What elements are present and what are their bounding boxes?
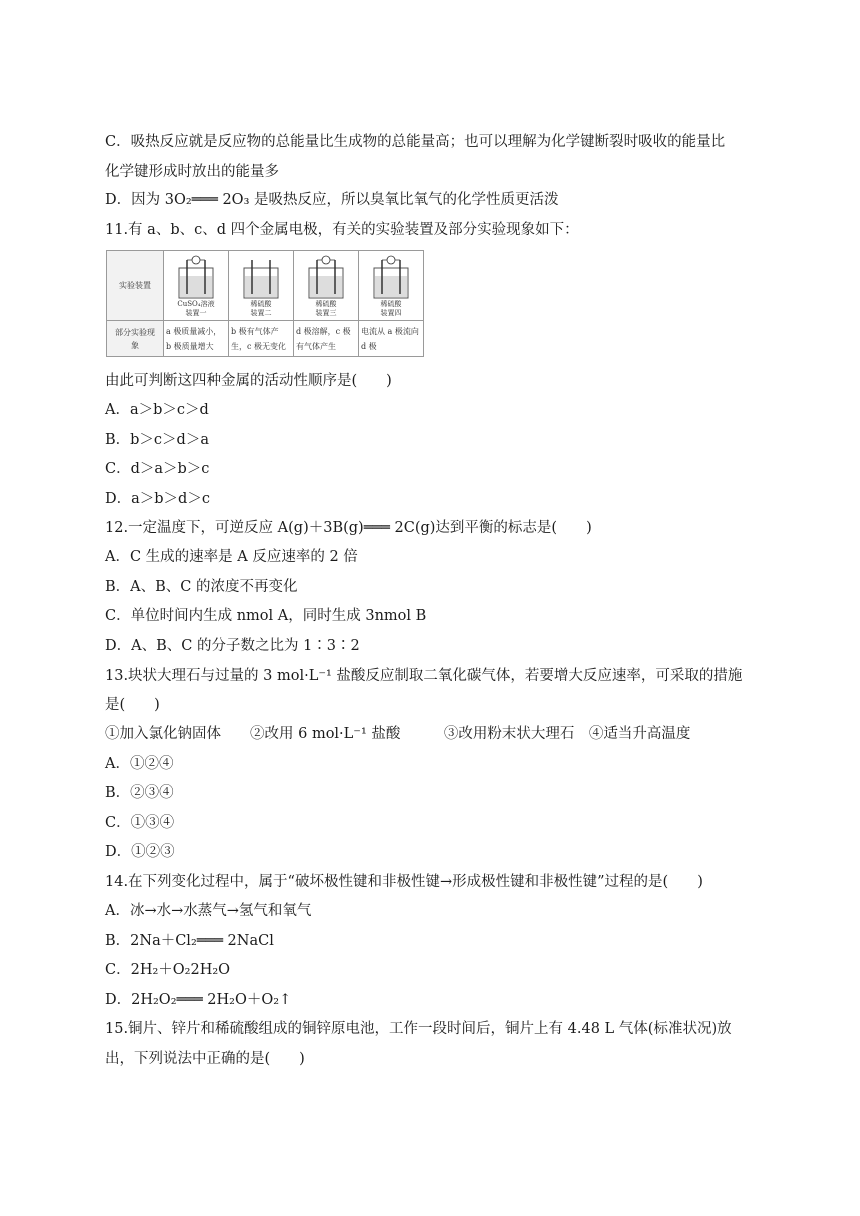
q14-option-b: B．2Na＋Cl₂═══ 2NaCl <box>105 933 274 949</box>
device-1-name: 装置一 <box>185 308 207 317</box>
device-1-solution: CuSO₄溶液 <box>177 299 215 308</box>
device-3-observation: d 极溶解，c 极有气体产生 <box>294 321 359 357</box>
device-4-observation: 电流从 a 极流向 d 极 <box>359 321 424 357</box>
q13-option-b: B．②③④ <box>105 785 174 801</box>
question-13-line2: 是( ) <box>105 697 160 713</box>
question-15-line2: 出，下列说法中正确的是( ) <box>105 1051 305 1067</box>
device-3-name: 装置三 <box>315 308 337 317</box>
device-1-observation: a 极质量减小，b 极质量增大 <box>164 321 229 357</box>
device-3-solution: 稀硫酸 <box>315 299 337 308</box>
device-4-solution: 稀硫酸 <box>380 299 402 308</box>
question-11: 11.有 a、b、c、d 四个金属电极，有关的实验装置及部分实验现象如下： <box>105 222 579 238</box>
q13-option-c: C．①③④ <box>105 815 175 831</box>
device-2-solution: 稀硫酸 <box>250 299 272 308</box>
device-2-name: 装置二 <box>250 308 272 317</box>
galvanic-cell-diagram-2 <box>236 254 286 300</box>
q11-option-b: B．b＞c＞d＞a <box>105 432 209 448</box>
galvanic-cell-diagram-4 <box>366 254 416 300</box>
question-11-prompt: 由此可判断这四种金属的活动性顺序是( ) <box>105 373 392 389</box>
table-header-setup: 实验装置 <box>107 251 164 321</box>
q14-option-d: D．2H₂O₂═══ 2H₂O＋O₂↑ <box>105 992 292 1008</box>
table-header-observation: 部分实验现象 <box>107 321 164 357</box>
question-14: 14.在下列变化过程中，属于“破坏极性键和非极性键→形成极性键和非极性键”过程的是( ) <box>105 874 703 890</box>
device-2-observation: b 极有气体产生，c 极无变化 <box>229 321 294 357</box>
q11-option-c: C．d＞a＞b＞c <box>105 461 210 477</box>
q12-option-c: C．单位时间内生成 nmol A，同时生成 3nmol B <box>105 608 427 624</box>
q14-option-a: A．冰→水→水蒸气→氢气和氧气 <box>105 903 312 919</box>
question-12: 12.一定温度下，可逆反应 A(g)＋3B(g)═══ 2C(g)达到平衡的标志是( ) <box>105 520 592 536</box>
question-13-line1: 13.块状大理石与过量的 3 mol·L⁻¹ 盐酸反应制取二氧化碳气体，若要增大反应速率，可采取的措施 <box>105 668 743 684</box>
device-2-cell <box>229 251 294 321</box>
option-c-line1: C．吸热反应就是反应物的总能量比生成物的总能量高；也可以理解为化学键断裂时吸收的能量比 <box>105 134 726 150</box>
device-1-cell <box>164 251 229 321</box>
device-4-cell <box>359 251 424 321</box>
option-d: D．因为 3O₂═══ 2O₃ 是吸热反应，所以臭氧比氧气的化学性质更活泼 <box>105 192 559 208</box>
q13-option-d: D．①②③ <box>105 844 175 860</box>
q13-option-a: A．①②④ <box>105 756 174 772</box>
q14-option-c: C．2H₂＋O₂2H₂O <box>105 962 231 978</box>
question-13-items: ①加入氯化钠固体 ②改用 6 mol·L⁻¹ 盐酸 ③改用粉末状大理石 ④适当升高温度 <box>105 726 691 742</box>
device-4-name: 装置四 <box>380 308 402 317</box>
galvanic-cell-diagram-3 <box>301 254 351 300</box>
galvanic-cell-diagram-1 <box>171 254 221 300</box>
q12-option-b: B．A、B、C 的浓度不再变化 <box>105 579 298 595</box>
q11-option-d: D．a＞b＞d＞c <box>105 491 210 507</box>
question-15-line1: 15.铜片、锌片和稀硫酸组成的铜锌原电池，工作一段时间后，铜片上有 4.48 L 气体(标准状况)放 <box>105 1021 732 1037</box>
option-c-line2: 化学键形成时放出的能量多 <box>105 164 279 180</box>
device-3-cell <box>294 251 359 321</box>
experiment-table <box>106 250 424 357</box>
q11-option-a: A．a＞b＞c＞d <box>105 402 209 418</box>
q12-option-d: D．A、B、C 的分子数之比为 1∶3∶2 <box>105 638 360 654</box>
q12-option-a: A．C 生成的速率是 A 反应速率的 2 倍 <box>105 549 358 565</box>
